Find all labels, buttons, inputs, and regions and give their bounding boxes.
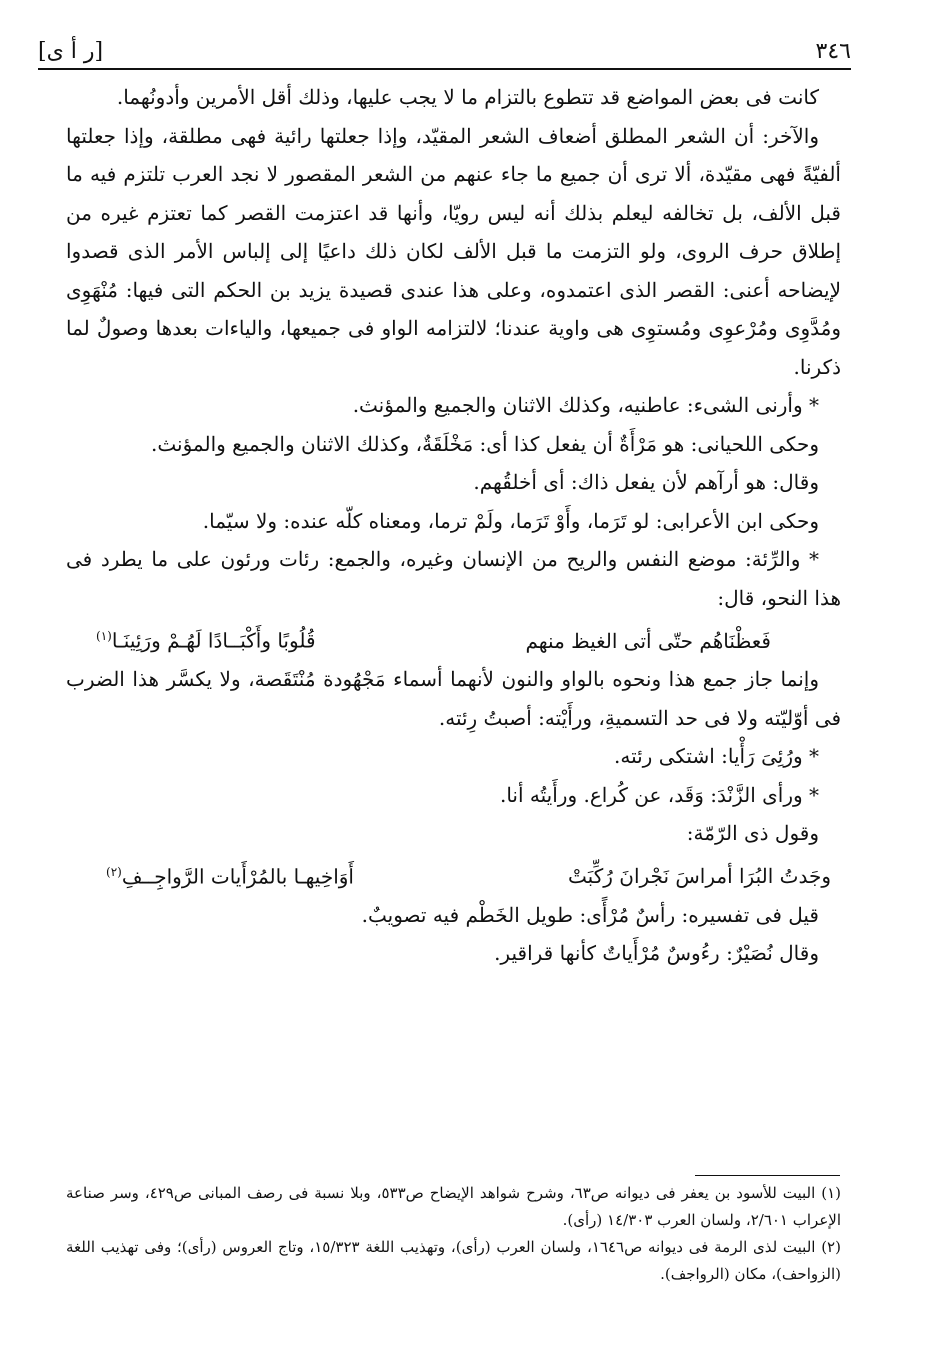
verse-first-hemistich: وجَدتُ البُرَا أمراسَ نَجْرانَ رُكِّبَتْ	[568, 864, 831, 889]
verse-line	[66, 853, 841, 896]
paragraph: * وأرنى الشىء: عاطنيه، وكذلك الاثنان والجميع والمؤنث.	[352, 393, 819, 417]
paragraph: وحكى ابن الأعرابى: لو تَرَما، وأَوْ تَرَما، ولَمْ ترما، ومعناه كلّه عنده: ولا سيّما.	[202, 508, 819, 533]
paragraph: قيل فى تفسيره: رأسٌ مُرْأًى: طويل الخَطْم فيه تصويبٌ.	[361, 902, 819, 927]
verse-second-hemistich: أَوَاخِيهـا بالمُرْأَيات الرَّواجِــفِ$^{(٢)}$	[106, 864, 354, 889]
paragraph: وقال: هو أرآهم لأن يفعل ذاك: أى أخلقُهم.	[473, 470, 819, 494]
paragraph: وقال نُصَيْرٌ: رءُوسٌ مُرْأَياتٌ كأنها قراقير.	[494, 941, 819, 966]
verse-line	[66, 617, 841, 660]
paragraph: وحكى اللحيانى: هو مَرْأَةٌ أن يفعل كذا أى: مَخْلَقَةٌ، وكذلك الاثنان والجميع والمؤنث.	[151, 431, 819, 456]
footnote-marker: (٢)	[106, 864, 122, 879]
footnote-marker: (١)	[96, 629, 112, 643]
running-header	[38, 30, 851, 64]
paragraph: وإنما جاز جمع هذا ونحوه بالواو والنون لأنهما أسماء مَجْهُودة مُنْتَقَصة، ولا يكسَّر هذا الضرب فى أوّليّته ولا فى حد التسميةِ، ورأَيْته: أصبتُ رِئته.	[66, 667, 841, 730]
page-number: ٣٤٦	[815, 39, 851, 64]
verse-second-hemistich: قُلُوبًا وأَكْبَــادًا لَهُـمْ ورَئِينَـا$^{(١)}$	[96, 628, 316, 653]
footnote: (٢) البيت لذى الرمة فى ديوانه ص١٦٤٦، ولسان العرب (رأى)، وتهذيب اللغة ١٥/٣٢٣، وتاج العروس (رأى)؛ وفى تهذيب اللغة (الزواحف)، مكان (الرواجف).	[66, 1238, 841, 1283]
paragraph: * والرِّئة: موضع النفس والريح من الإنسان وغيره، والجمع: رئات ورئون على ما يطرد فى هذا النحو، قال:	[66, 547, 841, 610]
paragraph: * ورُئِىَ رَأْيا: اشتكى رئته.	[614, 744, 819, 769]
paragraph: والآخر: أن الشعر المطلق أضعاف الشعر المقيّد، وإذا جعلتها رائية فهى مطلقة، وإذا جعلتها ألفيّةً فهى مقيّدة، ألا ترى أن جميع ما جاء عنهم من الشعر المقصور لا نجد العرب تلتزم فيه ما قبل الألف، بل تخالفه ليعلم بذلك أنه ليس رويّا، وأنها قد اعتزمت القصر كما تعتزم غيره من إطلاق حرف الروى، ولو التزمت ما قبل الألف لكان ذلك داعيًا إلى إلباس الأمر الذى قصدوا لإيضاحه أعنى: القصر الذى اعتمدوه، وعلى هذا عندى قصيدة يزيد بن الحكم التى فيها: مُنْهَوِى ومُدَّوِى ومُرْعوِى ومُستوِى هى واوية عندنا؛ لالتزامه الواو فى جميعها، والياءات بعدها وصولٌ لما ذكرنا.	[66, 123, 841, 379]
footnote: (١) البيت للأسود بن يعفر فى ديوانه ص٦٣، وشرح شواهد الإيضاح ص٥٣٣، وبلا نسبة فى رصف المبانى ص٤٢٩، وسر صناعة الإعراب ٢/٦٠١، ولسان العرب ١٤/٣٠٣ (رأى).	[66, 1184, 842, 1229]
paragraph: * ورأى الزَّنْدَ: وَقَد، عن كُراع. ورأَيتُه أنا.	[499, 782, 819, 807]
verse-first-hemistich: فَعظْنَاهُم حتّى أتى الغيظ منهم	[525, 628, 771, 653]
footnotes	[66, 1180, 841, 1288]
paragraph: كانت فى بعض المواضع قد تتطوع بالتزام ما لا يجب عليها، وذلك أقل الأمرين وأدونُهما.	[116, 85, 819, 109]
footnote-rule	[695, 1175, 840, 1176]
main-text	[66, 78, 841, 973]
root-heading: [ر أ ى]	[38, 39, 104, 64]
paragraph: وقول ذى الرّمّة:	[686, 821, 819, 846]
header-rule	[38, 68, 851, 70]
